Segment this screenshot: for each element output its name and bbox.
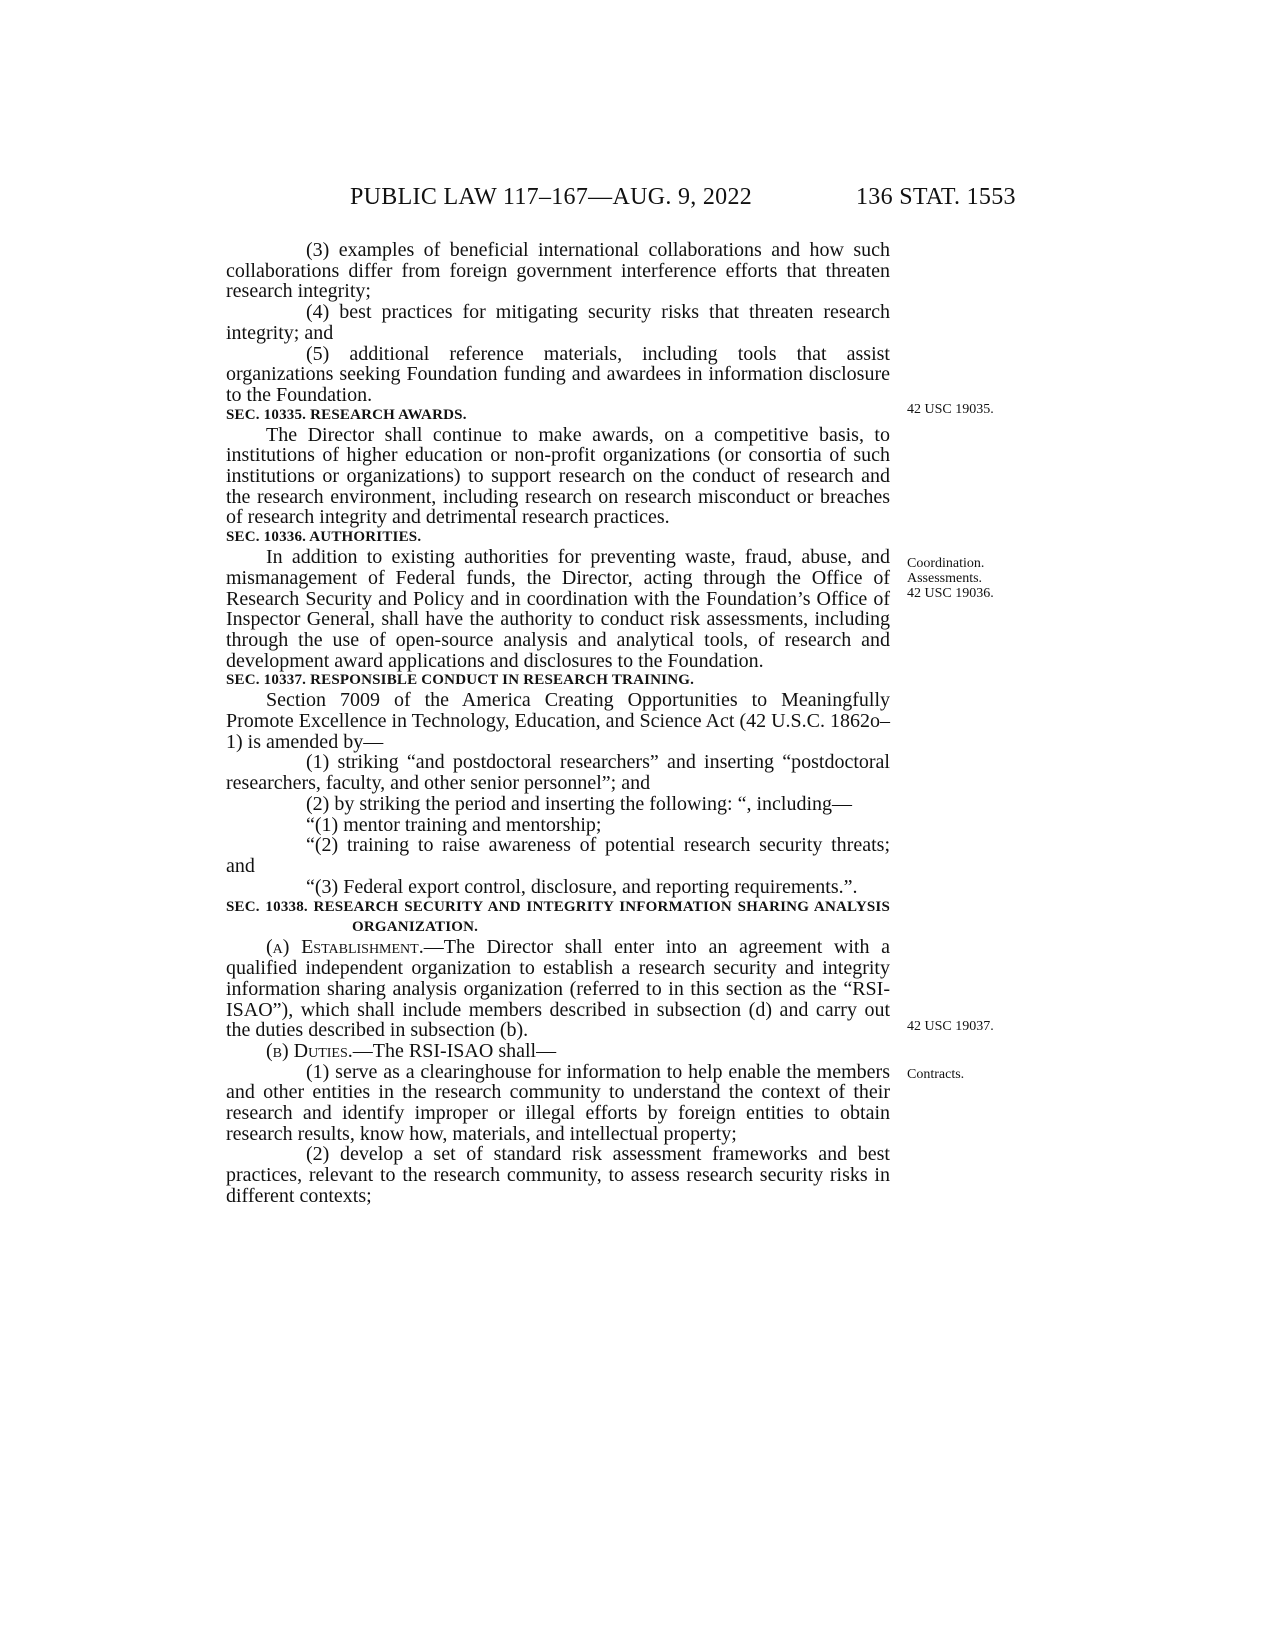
- margin-note: Contracts.: [907, 1067, 965, 1082]
- paragraph: “(1) mentor training and mentorship;: [306, 813, 602, 836]
- paragraph: In addition to existing authorities for preventing waste, fraud, abuse, and mismanagement of Federal funds, the Director, acting through the Office of Research Security and Policy and in coordination with the Foundation’s Office of Inspector General, shall have the authority to conduct risk assessments, including through the use of open-source analysis and analytical tools, of research and development award applications and disclosures to the Foundation.: [226, 546, 890, 672]
- header-page-number: 136 STAT. 1553: [856, 184, 1016, 210]
- header-title: PUBLIC LAW 117–167—AUG. 9, 2022: [350, 184, 753, 210]
- paragraph: “(3) Federal export control, disclosure, and reporting requirements.”.: [306, 875, 858, 898]
- paragraph: (1) striking “and postdoctoral researchers” and inserting “postdoctoral researchers, faculty, and other senior personnel”; and: [226, 751, 890, 795]
- section-heading: SEC. 10336. AUTHORITIES.: [226, 529, 422, 546]
- margin-note: Coordination.: [907, 556, 985, 571]
- paragraph: The Director shall continue to make awards, on a competitive basis, to institutions of higher education or non-profit organizations (or consortia of such institutions or organizations) to support research on the conduct of research and the research environment, including research on research misconduct or breaches of research integrity and detrimental research practices.: [226, 423, 890, 529]
- paragraph: [226, 1041, 890, 1062]
- main-text: [226, 240, 890, 1207]
- paragraph: (2) by striking the period and inserting the following: “, including—: [306, 792, 853, 815]
- section-heading: SEC. 10335. RESEARCH AWARDS.: [226, 406, 467, 423]
- running-header: [0, 184, 1275, 218]
- paragraph: (4) best practices for mitigating security risks that threaten research integrity; and: [226, 301, 890, 344]
- paragraph: (3) examples of beneficial international collaborations and how such collaborations differ from foreign government interference efforts that threaten research integrity;: [226, 239, 890, 303]
- margin-note: 42 USC 19037.: [907, 1019, 994, 1034]
- subsection-heading: (b) Duties.: [266, 1039, 353, 1062]
- section-heading: SEC. 10338. RESEARCH SECURITY AND INTEGRITY INFORMATION SHARING ANALYSIS ORGANIZATION.: [226, 899, 890, 936]
- paragraph: [226, 937, 890, 1041]
- subsection-heading: (a) Establishment.: [266, 936, 424, 959]
- paragraph: (2) develop a set of standard risk assessment frameworks and best practices, relevant to the research community, to assess research security risks in different contexts;: [226, 1143, 890, 1207]
- margin-note: Assessments.: [907, 571, 983, 586]
- paragraph-text: —The Director shall enter into an agreement with a qualified independent organization to establish a research security and integrity information sharing analysis organization (referred to in this section as the “RSI-ISAO”), which shall include members described in subsection (d) and carry out the duties described in subsection (b).: [226, 936, 890, 1042]
- margin-note: 42 USC 19035.: [907, 402, 994, 417]
- section-heading: SEC. 10337. RESPONSIBLE CONDUCT IN RESEARCH TRAINING.: [226, 672, 695, 689]
- paragraph: Section 7009 of the America Creating Opportunities to Meaningfully Promote Excellence in Technology, Education, and Science Act (42 U.S.C. 1862o–1) is amended by—: [226, 689, 891, 753]
- paragraph: “(2) training to raise awareness of potential research security threats; and: [226, 834, 890, 877]
- margin-note: 42 USC 19036.: [907, 586, 994, 601]
- paragraph: (1) serve as a clearinghouse for information to help enable the members and other entities in the research community to understand the context of their research and identify improper or illegal efforts by foreign entities to obtain research results, know how, materials, and intellectual property;: [226, 1060, 890, 1145]
- paragraph: (5) additional reference materials, including tools that assist organizations seeking Foundation funding and awardees in information disclosure to the Foundation.: [226, 342, 890, 406]
- paragraph-text: —The RSI-ISAO shall—: [352, 1039, 557, 1062]
